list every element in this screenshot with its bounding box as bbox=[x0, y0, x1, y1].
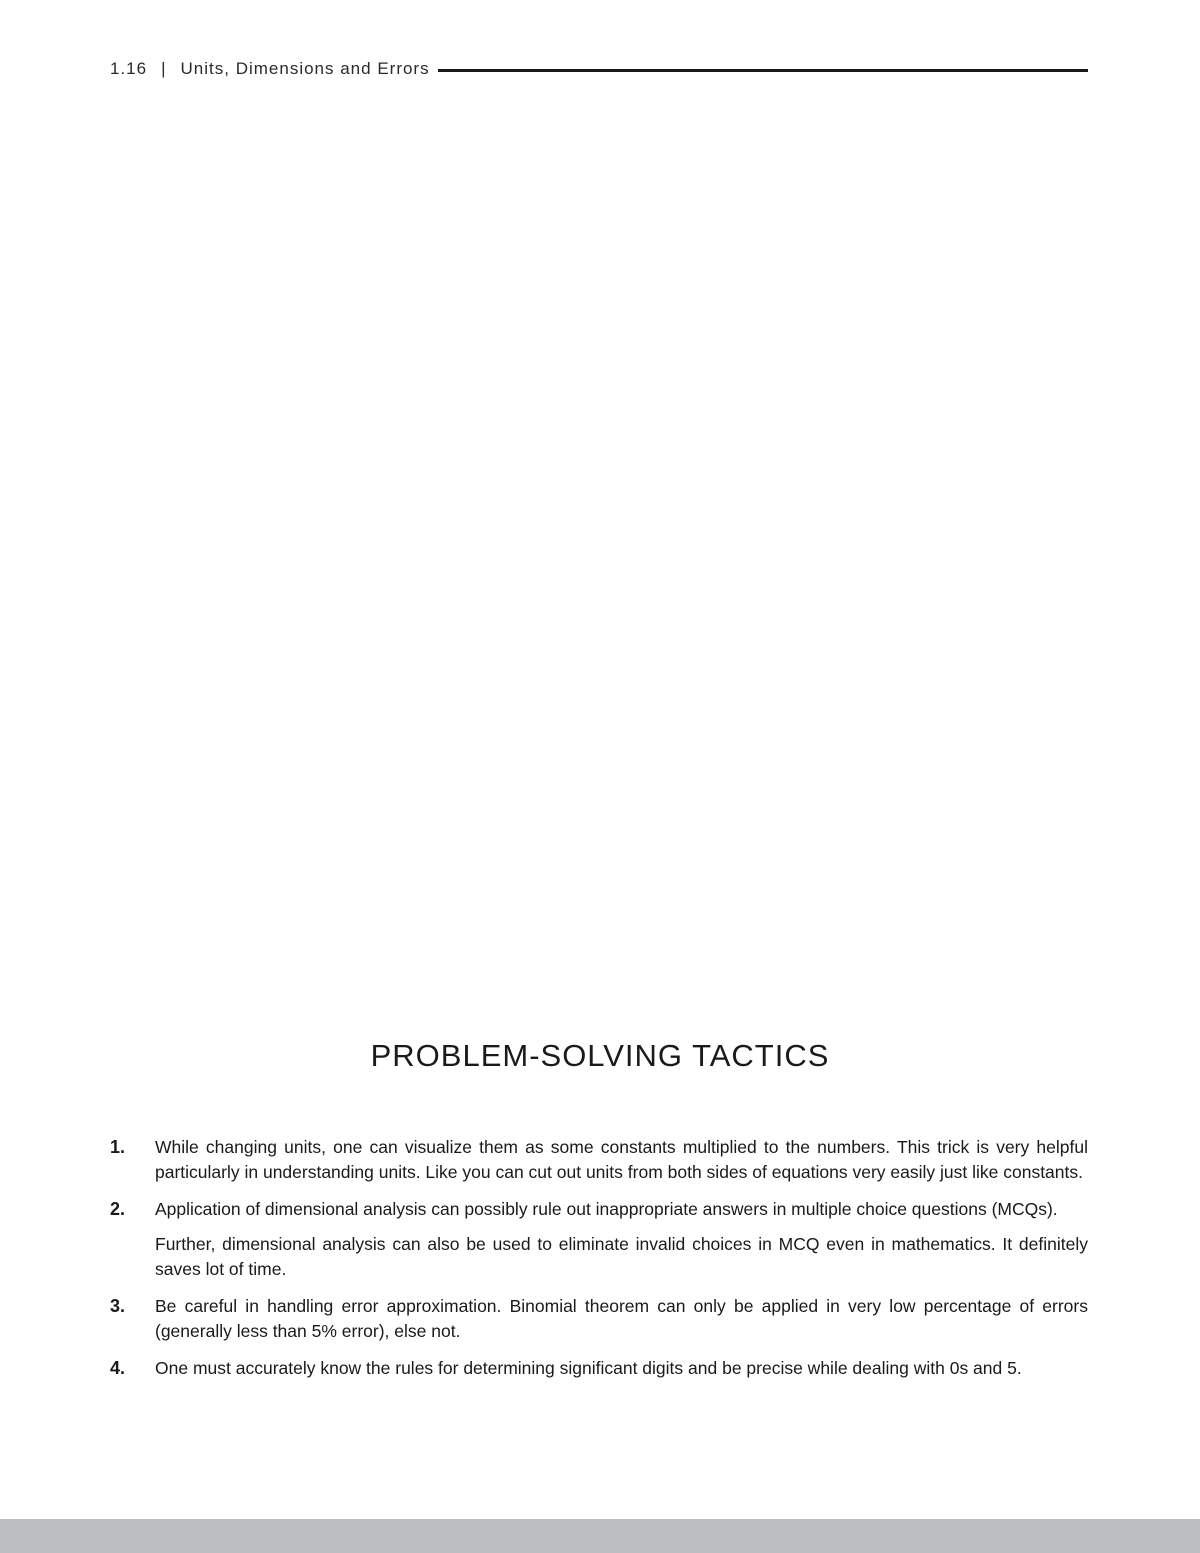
tactics-list bbox=[110, 1135, 1088, 1393]
tactic-body bbox=[155, 1356, 1088, 1381]
running-header bbox=[110, 57, 1088, 81]
section-title: PROBLEM-SOLVING TACTICS bbox=[370, 1038, 830, 1073]
tactic-number: 3. bbox=[110, 1296, 126, 1316]
header-separator: | bbox=[161, 59, 167, 78]
tactic-item bbox=[110, 1356, 1088, 1381]
tactic-number: 1. bbox=[110, 1137, 126, 1157]
tactic-item bbox=[110, 1294, 1088, 1344]
tactic-text: Application of dimensional analysis can possibly rule out inappropriate answers in multiple choice questions (MCQs). bbox=[155, 1199, 1058, 1219]
tactic-body bbox=[155, 1294, 1088, 1344]
tactic-number: 4. bbox=[110, 1358, 126, 1378]
tactic-body bbox=[155, 1197, 1088, 1282]
chapter-title: Units, Dimensions and Errors bbox=[180, 59, 430, 78]
tactic-number: 2. bbox=[110, 1199, 126, 1219]
tactic-text: While changing units, one can visualize them as some constants multiplied to the numbers. This trick is very helpful particularly in understanding units. Like you can cut out units from both sides of equations very easily just like constants. bbox=[155, 1137, 1088, 1182]
tactic-text: Be careful in handling error approximation. Binomial theorem can only be applied in very low percentage of errors (generally less than 5% error), else not. bbox=[155, 1296, 1088, 1341]
tactic-item bbox=[110, 1135, 1088, 1185]
header-rule bbox=[438, 69, 1088, 72]
page-number: 1.16 bbox=[110, 59, 148, 78]
tactic-item bbox=[110, 1197, 1088, 1282]
tactic-text: Further, dimensional analysis can also be used to eliminate invalid choices in MCQ even in mathematics. It definitely saves lot of time. bbox=[155, 1234, 1088, 1279]
tactic-text: One must accurately know the rules for determining significant digits and be precise while dealing with 0s and 5. bbox=[155, 1358, 1022, 1378]
footer-band bbox=[0, 1519, 1200, 1553]
tactic-body bbox=[155, 1135, 1088, 1185]
